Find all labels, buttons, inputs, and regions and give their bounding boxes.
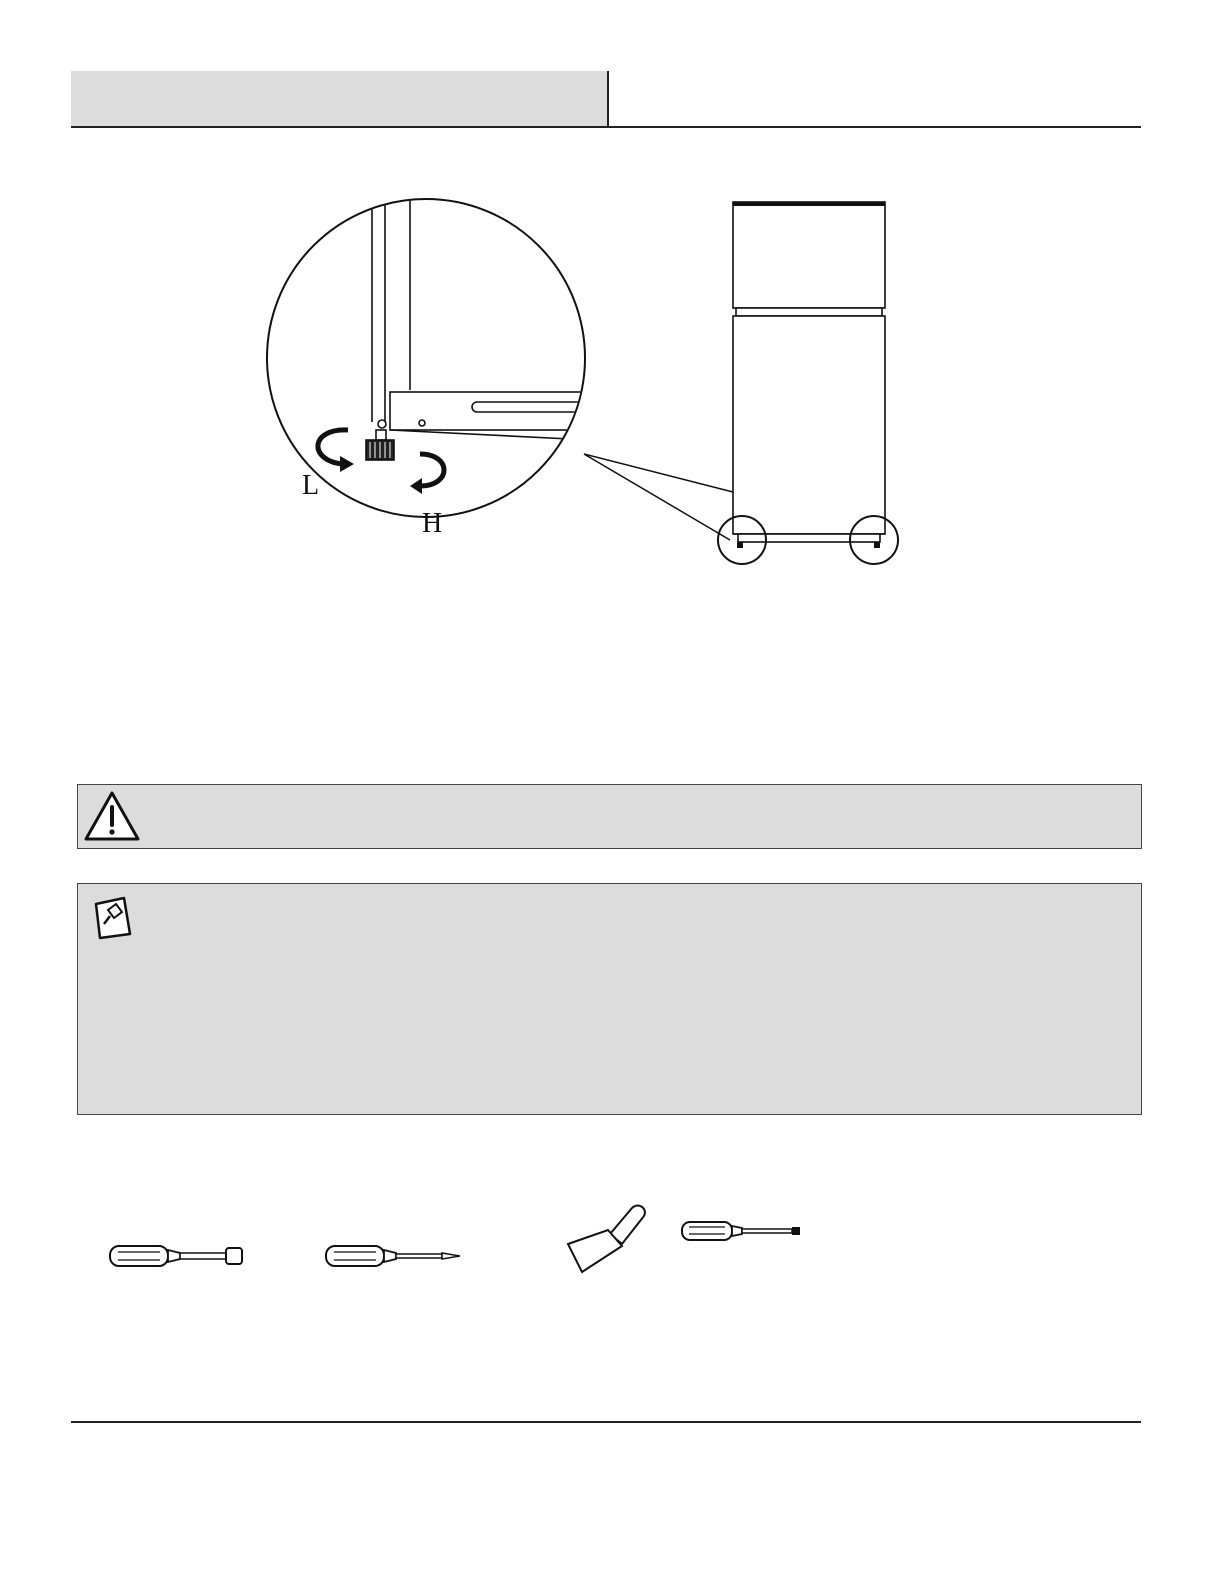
note-box xyxy=(77,883,1142,1115)
label-raise: H xyxy=(422,508,443,539)
warning-triangle-icon xyxy=(82,789,142,845)
refrigerator-front-view xyxy=(733,202,885,542)
flat-head-screwdriver-icon xyxy=(680,1216,810,1246)
leveling-diagram xyxy=(260,190,920,580)
footer-rule xyxy=(71,1421,1141,1423)
note-pin-icon xyxy=(90,892,138,942)
label-lower: L xyxy=(302,470,320,501)
hex-nut-driver-icon xyxy=(108,1240,248,1274)
warning-box xyxy=(77,784,1142,849)
header-rule xyxy=(71,126,1141,128)
header-title-box xyxy=(71,71,609,127)
leveling-diagram-svg xyxy=(260,190,920,580)
phillips-screwdriver-icon xyxy=(324,1240,464,1274)
putty-knife-icon xyxy=(560,1200,656,1280)
